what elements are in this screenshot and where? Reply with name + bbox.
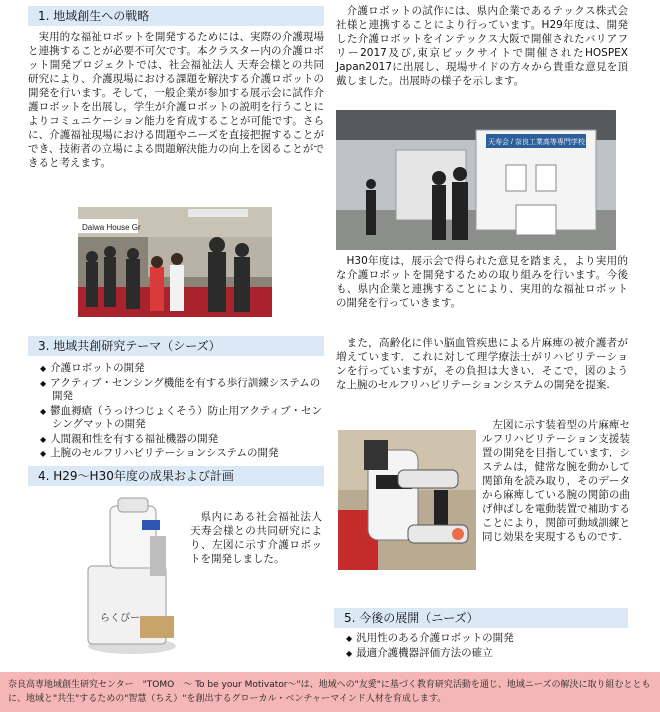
care-robot-photo xyxy=(80,496,180,656)
right-paragraph-2: H30年度は，展示会で得られた意見を踏まえ，より実用的な介護ロボットを開発するための取り組みを行います。今後も、県内企業と連携することにより、実用的な福祉ロボットの開発を行っていきます。 xyxy=(336,255,628,309)
section-1-paragraph: 実用的な福祉ロボットを開発するためには、実際の介護現場と連携することが必要不可欠です。本クラスター内の介護ロボット開発プロジェクトでは、社会福祉法人 天寿会様との共同研究により、介護現場における課題を解決する介護ロボットの開発を行います。そして，一般企業が参加する展示会に試作介護ロボットを出展し，学生が介護ロボットの説明を行うことによりコミュニケーション能力を育成することが可能です。さらに、介護福祉現場における問題やニーズを直接把握することができ、技術者の立場による問題解決能力の向上を図ることができると考えます。 xyxy=(28,31,324,169)
right-paragraph-3: また，高齢化に伴い脳血管疾患による片麻痺の被介護者が増えています．これに対して理学療法士がリハビリテーションを行っていますが，その負担は大きい．そこで，図のような上腕のセルフリハビリテーションシステムの開発を提案. xyxy=(336,337,628,391)
right-paragraph-4: 左図に示す装着型の片麻痺セルフリハビリテーション支援装置の開発を目指しています．システムは，健常な腕を動かして関節角を読み取り，そのデータから麻痺している腕の関節の曲げ伸ばしを電動装置で補助することにより，関節可動域訓練と同じ効果を実現するものです. xyxy=(482,419,630,543)
list-item: ◆ 鬱血褥瘡（うっけつじょくそう）防止用アクティブ・センシングマットの開発 xyxy=(40,405,324,432)
section-3-heading: 3. 地域共創研究テーマ（シーズ） xyxy=(28,336,324,356)
rehab-device-photo xyxy=(338,430,476,570)
robot-label-text: らくぴー xyxy=(100,613,140,624)
list-item: ◆ 介護ロボットの開発 xyxy=(40,362,324,376)
section-3-list xyxy=(40,362,324,462)
expo-sign-text: Daiwa House Gr xyxy=(82,223,141,232)
list-item: ◆ 最適介護機器評価方法の確立 xyxy=(346,647,628,661)
list-item: ◆ 汎用性のある介護ロボットの開発 xyxy=(346,632,628,646)
list-item: ◆ アクティブ・センシング機能を有する歩行訓練システムの開発 xyxy=(40,377,324,404)
right-paragraph-1: 介護ロボットの試作には、県内企業であるテックス株式会社様と連携することにより行っています。H29年度は、開発した介護ロボットをインテックス大阪で開催されたバリアフリー2017及び,東京ビックサイトで開催されたHOSPEX Japan2017に出展し、現場サイドの方々から貴重な意見を頂戴しました。出展時の様子を示します。 xyxy=(336,5,628,87)
section-1-heading: 1. 地域創生への戦略 xyxy=(28,6,324,26)
booth-photo xyxy=(336,110,616,250)
expo-photo-left xyxy=(78,207,272,317)
expo-photo-left-image xyxy=(78,207,272,317)
footer-banner: 奈良高専地域創生研究センター "TOMO ～ To be your Motivator～"は、地域への"友愛"に基づく教育研究活動を通じ、地域ニーズの解決に取り組むとともに、地域と"共生"するための"智慧（ちえ）"を創出するグローカル・ベンチャーマインド人材を育成します。 xyxy=(0,672,660,712)
booth-sign-text: 天寿会 / 奈良工業高等専門学校 xyxy=(488,139,585,146)
care-robot-image xyxy=(80,496,180,656)
section-4-heading: 4. H29〜H30年度の成果および計画 xyxy=(28,466,324,486)
list-item: ◆ 人間親和性を有する福祉機器の開発 xyxy=(40,433,324,447)
section-4-paragraph: 県内にある社会福祉法人 天寿会様との共同研究により、左図に示す介護ロボットを開発しました。 xyxy=(190,511,322,565)
list-item: ◆ 上腕のセルフリハビリテーションシステムの開発 xyxy=(40,447,324,461)
booth-photo-image xyxy=(336,110,616,250)
section-5-list xyxy=(346,632,628,661)
rehab-device-image xyxy=(338,430,476,570)
section-5-heading: 5. 今後の展開（ニーズ） xyxy=(334,608,628,628)
